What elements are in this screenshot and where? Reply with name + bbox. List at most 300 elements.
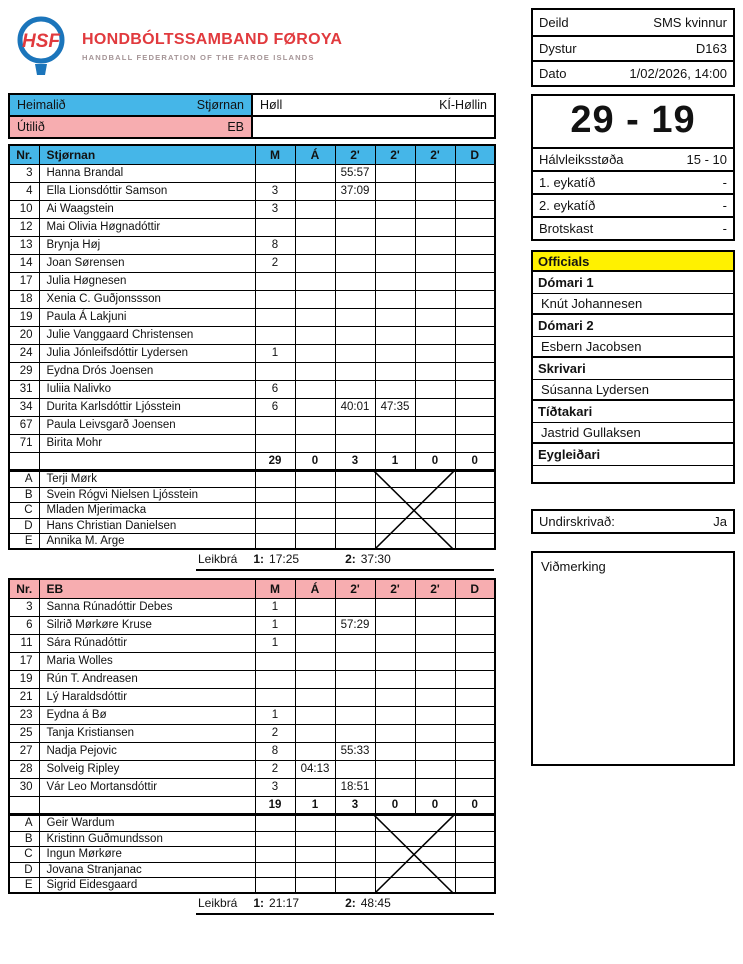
bench-letter: C xyxy=(9,503,39,519)
stat-t1 xyxy=(335,652,375,670)
stat-d xyxy=(455,344,495,362)
bench-row xyxy=(9,503,495,519)
stat-a xyxy=(295,616,335,634)
leikbra-p2-value: 37:30 xyxy=(360,552,391,566)
stat-t1 xyxy=(335,724,375,742)
stat-m: 1 xyxy=(255,616,295,634)
bench-stat-t3 xyxy=(415,878,455,894)
teams-header-table xyxy=(8,93,496,139)
column-header-stat: D xyxy=(455,579,495,598)
player-name: Xenia C. Guðjonssson xyxy=(39,290,255,308)
stat-d xyxy=(455,416,495,434)
federation-header xyxy=(8,6,494,86)
leikbra-label: Leikbrá xyxy=(198,896,238,910)
stat-t3 xyxy=(415,634,455,652)
official-entry xyxy=(533,401,733,444)
player-row xyxy=(9,290,495,308)
player-name: Joan Sørensen xyxy=(39,254,255,272)
match-info-row xyxy=(533,60,733,85)
stat-t1 xyxy=(335,272,375,290)
stat-t1: 57:29 xyxy=(335,616,375,634)
column-header-stat: 2' xyxy=(375,145,415,164)
total-a: 1 xyxy=(295,796,335,814)
player-name: Silrið Mørkøre Kruse xyxy=(39,616,255,634)
stat-a xyxy=(295,652,335,670)
player-name: Sanna Rúnadóttir Debes xyxy=(39,598,255,616)
player-name: Julie Vanggaard Christensen xyxy=(39,326,255,344)
stat-d xyxy=(455,634,495,652)
stat-t1: 40:01 xyxy=(335,398,375,416)
bench-stat-t2 xyxy=(375,487,415,503)
player-number: 21 xyxy=(9,688,39,706)
stat-t1 xyxy=(335,706,375,724)
official-name: Knút Johannesen xyxy=(533,294,733,315)
stat-t3 xyxy=(415,598,455,616)
official-role: Skrivari xyxy=(533,358,733,380)
away-team-cell xyxy=(9,116,252,138)
bench-stat-a xyxy=(295,831,335,847)
stat-t2 xyxy=(375,616,415,634)
stat-d xyxy=(455,434,495,452)
bench-stat-a xyxy=(295,816,335,832)
player-name: Julia Jónleifsdóttir Lydersen xyxy=(39,344,255,362)
player-row xyxy=(9,200,495,218)
column-header-stat: 2' xyxy=(375,579,415,598)
bench-stat-a xyxy=(295,503,335,519)
player-number: 12 xyxy=(9,218,39,236)
stat-t3 xyxy=(415,434,455,452)
player-number: 30 xyxy=(9,778,39,796)
player-name: Brynja Høj xyxy=(39,236,255,254)
bench-letter: E xyxy=(9,878,39,894)
stat-t1 xyxy=(335,598,375,616)
stat-d xyxy=(455,308,495,326)
bench-stat-t1 xyxy=(335,831,375,847)
stat-t2 xyxy=(375,362,415,380)
totals-empty xyxy=(39,452,255,470)
stat-t1 xyxy=(335,434,375,452)
stat-t3 xyxy=(415,724,455,742)
player-row xyxy=(9,760,495,778)
bench-stat-a xyxy=(295,534,335,550)
player-number: 4 xyxy=(9,182,39,200)
bench-row xyxy=(9,472,495,488)
bench-stat-m xyxy=(255,878,295,894)
player-name: Solveig Ripley xyxy=(39,760,255,778)
player-row xyxy=(9,218,495,236)
stat-t3 xyxy=(415,416,455,434)
bench-stat-t3 xyxy=(415,518,455,534)
home-roster-block xyxy=(8,144,494,571)
stat-a xyxy=(295,218,335,236)
stat-t1 xyxy=(335,344,375,362)
leikbra-p1-value: 17:25 xyxy=(269,552,300,566)
stat-t3 xyxy=(415,182,455,200)
stat-m xyxy=(255,652,295,670)
bench-stat-t3 xyxy=(415,862,455,878)
score-panel xyxy=(531,94,735,241)
player-number: 71 xyxy=(9,434,39,452)
player-number: 20 xyxy=(9,326,39,344)
bench-stat-t1 xyxy=(335,878,375,894)
player-name: Eydna á Bø xyxy=(39,706,255,724)
bench-letter: D xyxy=(9,518,39,534)
stat-a xyxy=(295,688,335,706)
column-header-stat: Á xyxy=(295,579,335,598)
stat-m xyxy=(255,362,295,380)
bench-row xyxy=(9,816,495,832)
stat-a xyxy=(295,344,335,362)
score-row xyxy=(533,216,733,239)
bench-stat-t2 xyxy=(375,862,415,878)
stat-m: 3 xyxy=(255,778,295,796)
stat-a xyxy=(295,308,335,326)
player-number: 34 xyxy=(9,398,39,416)
bench-stat-t1 xyxy=(335,816,375,832)
stat-t1 xyxy=(335,670,375,688)
away-team-name: EB xyxy=(227,120,244,134)
away-leikbra-row xyxy=(8,895,494,915)
bench-stat-m xyxy=(255,831,295,847)
player-row xyxy=(9,778,495,796)
player-name: Vár Leo Mortansdóttir xyxy=(39,778,255,796)
bench-row xyxy=(9,847,495,863)
official-entry xyxy=(533,358,733,401)
bench-stat-t3 xyxy=(415,831,455,847)
stat-t1 xyxy=(335,200,375,218)
column-header-team: Stjørnan xyxy=(39,145,255,164)
bench-stat-a xyxy=(295,518,335,534)
bench-stat-a xyxy=(295,878,335,894)
stat-t2 xyxy=(375,434,415,452)
stat-t3 xyxy=(415,616,455,634)
stat-d xyxy=(455,362,495,380)
info-label: Dystur xyxy=(539,41,577,56)
official-entry xyxy=(533,272,733,315)
bench-stat-d xyxy=(455,503,495,519)
stat-t2 xyxy=(375,290,415,308)
score-rows xyxy=(533,147,733,239)
total-t1: 3 xyxy=(335,796,375,814)
score-row-value: - xyxy=(722,198,727,213)
total-t2: 0 xyxy=(375,796,415,814)
stat-m: 2 xyxy=(255,724,295,742)
stat-m: 1 xyxy=(255,634,295,652)
bench-stat-t3 xyxy=(415,847,455,863)
stat-t3 xyxy=(415,652,455,670)
bench-name: Annika M. Arge xyxy=(39,534,255,550)
bench-stat-m xyxy=(255,518,295,534)
column-header-stat: 2' xyxy=(415,145,455,164)
leikbra-p2-value: 48:45 xyxy=(360,896,391,910)
column-header-team: EB xyxy=(39,579,255,598)
stat-t1: 55:57 xyxy=(335,164,375,182)
stat-m: 1 xyxy=(255,344,295,362)
bench-stat-t2 xyxy=(375,816,415,832)
stat-m: 3 xyxy=(255,182,295,200)
column-header-stat: 2' xyxy=(335,145,375,164)
bench-stat-d xyxy=(455,518,495,534)
bench-stat-m xyxy=(255,847,295,863)
bench-name: Svein Rógvi Nielsen Ljósstein xyxy=(39,487,255,503)
officials-panel xyxy=(531,250,735,484)
player-number: 19 xyxy=(9,670,39,688)
total-t3: 0 xyxy=(415,452,455,470)
player-number: 10 xyxy=(9,200,39,218)
stat-m xyxy=(255,688,295,706)
stat-d xyxy=(455,254,495,272)
bench-row xyxy=(9,534,495,550)
stat-d xyxy=(455,164,495,182)
bench-stat-t1 xyxy=(335,487,375,503)
stat-t3 xyxy=(415,380,455,398)
stat-t1 xyxy=(335,362,375,380)
stat-t3 xyxy=(415,272,455,290)
bench-stat-t1 xyxy=(335,534,375,550)
stat-t2 xyxy=(375,236,415,254)
column-header-stat: M xyxy=(255,145,295,164)
bench-letter: E xyxy=(9,534,39,550)
official-role: Eygleiðari xyxy=(533,444,733,466)
leikbra-p1-label: 1: xyxy=(253,896,265,910)
score-row xyxy=(533,147,733,170)
stat-m xyxy=(255,416,295,434)
match-info-table xyxy=(531,8,735,87)
stat-d xyxy=(455,218,495,236)
bench-letter: B xyxy=(9,487,39,503)
final-score: 29 - 19 xyxy=(570,99,696,141)
score-row-label: Brotskast xyxy=(539,221,594,236)
federation-logo-icon xyxy=(14,14,68,78)
federation-name: HONDBÓLTSSAMBAND FØROYA xyxy=(82,30,343,48)
player-name: Sára Rúnadóttir xyxy=(39,634,255,652)
official-entry xyxy=(533,444,733,482)
hall-cell xyxy=(252,94,495,116)
stat-t1 xyxy=(335,218,375,236)
player-number: 17 xyxy=(9,272,39,290)
bench-stat-a xyxy=(295,862,335,878)
player-name: Tanja Kristiansen xyxy=(39,724,255,742)
bench-letter: A xyxy=(9,816,39,832)
stat-m: 1 xyxy=(255,598,295,616)
score-row-value: 15 - 10 xyxy=(686,152,727,167)
stat-t2 xyxy=(375,652,415,670)
stat-m xyxy=(255,308,295,326)
signed-value: Ja xyxy=(713,514,727,529)
official-name: Súsanna Lydersen xyxy=(533,380,733,401)
stat-a xyxy=(295,398,335,416)
official-role: Dómari 1 xyxy=(533,272,733,294)
total-a: 0 xyxy=(295,452,335,470)
bench-stat-t2 xyxy=(375,472,415,488)
roster-header-row xyxy=(9,145,495,164)
totals-row xyxy=(9,452,495,470)
bench-letter: C xyxy=(9,847,39,863)
stat-t1 xyxy=(335,760,375,778)
player-row xyxy=(9,616,495,634)
stat-t3 xyxy=(415,164,455,182)
stat-d xyxy=(455,652,495,670)
stat-t1 xyxy=(335,688,375,706)
score-row-value: - xyxy=(722,175,727,190)
bench-stat-t2 xyxy=(375,518,415,534)
stat-a xyxy=(295,778,335,796)
info-label: Deild xyxy=(539,15,569,30)
player-name: Maria Wolles xyxy=(39,652,255,670)
leikbra-p2-label: 2: xyxy=(345,896,356,910)
totals-empty xyxy=(9,796,39,814)
official-name: Jastrid Gullaksen xyxy=(533,423,733,444)
stat-m: 1 xyxy=(255,706,295,724)
stat-m xyxy=(255,670,295,688)
stat-a xyxy=(295,182,335,200)
player-number: 25 xyxy=(9,724,39,742)
stat-a xyxy=(295,416,335,434)
bench-stat-d xyxy=(455,878,495,894)
logo-text: HSF xyxy=(22,31,60,52)
player-number: 19 xyxy=(9,308,39,326)
bench-stat-t2 xyxy=(375,534,415,550)
stat-a xyxy=(295,706,335,724)
stat-m xyxy=(255,164,295,182)
player-row xyxy=(9,272,495,290)
match-info-row xyxy=(533,35,733,60)
stat-t3 xyxy=(415,742,455,760)
player-row xyxy=(9,670,495,688)
bench-stat-d xyxy=(455,831,495,847)
stat-m xyxy=(255,218,295,236)
column-header-stat: Á xyxy=(295,145,335,164)
player-number: 6 xyxy=(9,616,39,634)
bench-stat-t2 xyxy=(375,831,415,847)
score-row-value: - xyxy=(722,221,727,236)
stat-a xyxy=(295,254,335,272)
leikbra-label: Leikbrá xyxy=(198,552,238,566)
player-name: Hanna Brandal xyxy=(39,164,255,182)
leikbra-p1-value: 21:17 xyxy=(269,896,300,910)
stat-a xyxy=(295,724,335,742)
bench-letter: A xyxy=(9,472,39,488)
stat-d xyxy=(455,760,495,778)
stat-t3 xyxy=(415,760,455,778)
total-m: 29 xyxy=(255,452,295,470)
away-bench-table xyxy=(8,815,496,894)
player-row xyxy=(9,362,495,380)
info-value: D163 xyxy=(695,41,727,56)
player-number: 24 xyxy=(9,344,39,362)
stat-d xyxy=(455,670,495,688)
stat-t3 xyxy=(415,200,455,218)
total-m: 19 xyxy=(255,796,295,814)
stat-t2 xyxy=(375,778,415,796)
bench-letter: D xyxy=(9,862,39,878)
away-label: Útilið xyxy=(17,120,45,134)
stat-t2 xyxy=(375,688,415,706)
info-label: Dato xyxy=(539,66,567,81)
bench-stat-t1 xyxy=(335,862,375,878)
player-row xyxy=(9,254,495,272)
player-row xyxy=(9,308,495,326)
bench-name: Ingun Mørkøre xyxy=(39,847,255,863)
bench-stat-d xyxy=(455,816,495,832)
player-number: 67 xyxy=(9,416,39,434)
bench-row xyxy=(9,831,495,847)
stat-m: 8 xyxy=(255,236,295,254)
stat-m: 2 xyxy=(255,760,295,778)
stat-t1: 37:09 xyxy=(335,182,375,200)
player-name: Birita Mohr xyxy=(39,434,255,452)
stat-a xyxy=(295,290,335,308)
away-roster-block xyxy=(8,578,494,915)
stat-t2 xyxy=(375,182,415,200)
total-t1: 3 xyxy=(335,452,375,470)
stat-a xyxy=(295,742,335,760)
player-row xyxy=(9,634,495,652)
info-value: 1/02/2026, 14:00 xyxy=(629,66,727,81)
stat-t2 xyxy=(375,760,415,778)
official-name: Esbern Jacobsen xyxy=(533,337,733,358)
away-bench-wrap xyxy=(8,815,494,894)
stat-d xyxy=(455,182,495,200)
home-bench-wrap xyxy=(8,471,494,550)
official-role: Tíðtakari xyxy=(533,401,733,423)
stat-t2 xyxy=(375,724,415,742)
stat-t3 xyxy=(415,688,455,706)
officials-title: Officials xyxy=(533,252,733,272)
hall-name: KÍ-Høllin xyxy=(439,98,487,112)
stat-t2 xyxy=(375,326,415,344)
home-team-cell xyxy=(9,94,252,116)
official-entry xyxy=(533,315,733,358)
stat-t2 xyxy=(375,416,415,434)
away-hall-cell xyxy=(252,116,495,138)
match-info-row xyxy=(533,10,733,35)
stat-m: 8 xyxy=(255,742,295,760)
stat-t1 xyxy=(335,254,375,272)
home-bench-table xyxy=(8,471,496,550)
bench-stat-t3 xyxy=(415,816,455,832)
bench-stat-m xyxy=(255,487,295,503)
leikbra-p1-label: 1: xyxy=(253,552,265,566)
stat-t2 xyxy=(375,598,415,616)
player-row xyxy=(9,652,495,670)
column-header-stat: 2' xyxy=(335,579,375,598)
player-row xyxy=(9,416,495,434)
stat-m: 3 xyxy=(255,200,295,218)
stat-t3 xyxy=(415,326,455,344)
total-t2: 1 xyxy=(375,452,415,470)
stat-a xyxy=(295,164,335,182)
left-column xyxy=(8,6,494,922)
stat-t3 xyxy=(415,706,455,724)
total-d: 0 xyxy=(455,796,495,814)
player-row xyxy=(9,380,495,398)
totals-empty xyxy=(39,796,255,814)
bench-stat-a xyxy=(295,847,335,863)
stat-t2 xyxy=(375,380,415,398)
stat-t1 xyxy=(335,380,375,398)
stat-m xyxy=(255,326,295,344)
column-header-stat: D xyxy=(455,145,495,164)
stat-a xyxy=(295,434,335,452)
score-row xyxy=(533,193,733,216)
player-number: 31 xyxy=(9,380,39,398)
totals-row xyxy=(9,796,495,814)
info-value: SMS kvinnur xyxy=(653,15,727,30)
leikbra-p2-label: 2: xyxy=(345,552,356,566)
stat-m xyxy=(255,272,295,290)
player-row xyxy=(9,344,495,362)
